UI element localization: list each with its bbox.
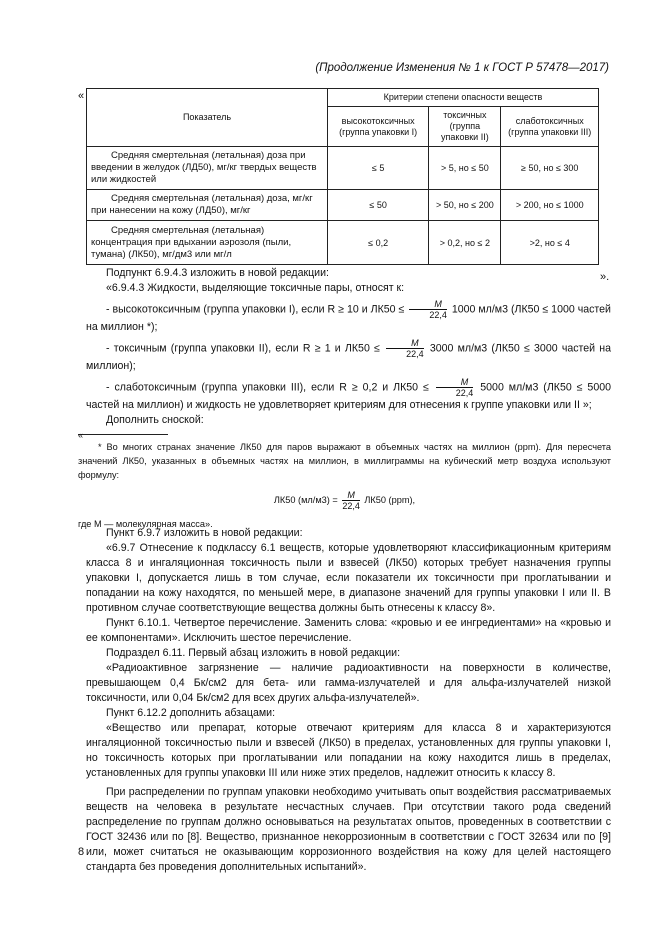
- formula-right: ЛК50 (ppm),: [364, 494, 416, 505]
- paragraph: Подпункт 6.9.4.3 изложить в новой редакции:: [106, 267, 329, 279]
- table-row: [87, 221, 599, 265]
- col-group-header: Критерии степени опасности веществ: [328, 89, 599, 107]
- formula-left: ЛК50 (мл/м3) =: [273, 494, 338, 505]
- paragraph: Пункт 6.9.7 изложить в новой редакции:: [106, 527, 303, 539]
- item-text: - высокотоксичным (группа упаковки I), если R ≥ 10 и ЛК50 ≤: [106, 303, 405, 316]
- fraction-denominator: 22,4: [455, 388, 474, 398]
- fraction: [409, 299, 447, 320]
- item-text: 3000 мл/м3 (ЛК50 ≤ 3000 частей на миллион);: [86, 342, 612, 372]
- fraction-denominator: 22,4: [406, 349, 424, 359]
- row-value: > 200, но ≤ 1000: [501, 190, 599, 221]
- row-label: Средняя смертельная (летальная) доза, мг/кг при нанесении на кожу (ЛД50), мг/кг: [87, 190, 328, 221]
- col-indicator-header: Показатель: [87, 89, 328, 147]
- paragraph: Подраздел 6.11. Первый абзац изложить в новой редакции:: [106, 647, 401, 659]
- criteria-table: [86, 88, 599, 265]
- page-header: (Продолжение Изменения № 1 к ГОСТ Р 57478—2017): [315, 62, 609, 74]
- row-value: ≤ 5: [328, 147, 429, 190]
- list-item: [86, 299, 611, 335]
- row-value: > 0,2, но ≤ 2: [429, 221, 501, 265]
- paragraph: При распределении по группам упаковки необходимо учитывать опыт воздействия рассматриваемых веществ на человека в результате несчастных случаев. При отсутствии такого рода сведений распределение по группам должно основываться на результатах опытов, проведенных в соответствии с ГОСТ 32436 или по [8]. Вещество, признанное некоррозионным в соответствии с ГОСТ 32634 или по [9] или, может считаться не оказывающим коррозионного воздействия на кожу для целей настоящего стандарта без проведения дополнительных испытаний».: [86, 786, 611, 873]
- sub-header-low: слаботоксичных (группа упаковки III): [501, 107, 599, 147]
- fraction-numerator: M: [342, 490, 360, 501]
- formula: [78, 490, 611, 511]
- fraction-denominator: 22,4: [429, 310, 447, 320]
- paragraph: «6.9.7 Отнесение к подклассу 6.1 веществ, которые удовлетворяют классификационным критериям класса 8 и ингаляционная токсичность пыли и взвесей (ЛК50) которых требует назначения группы упаковки I, допускается лишь в том случае, если показатели их токсичности при проглатывании и попадании на кожу находятся, по меньшей мере, в диапазоне значений для группы упаковки I или II. В противном случае соответствующие вещества должны быть отнесены к классу 8».: [86, 542, 611, 614]
- page-number: 8: [78, 846, 85, 858]
- row-value: > 5, но ≤ 50: [429, 147, 501, 190]
- list-item: [86, 338, 611, 374]
- table-quote-open: «: [78, 90, 85, 102]
- row-label: Средняя смертельная (летальная) доза при введении в желудок (ЛД50), мг/кг твердых веществ или жидкостей: [87, 147, 328, 190]
- paragraph: «6.9.4.3 Жидкости, выделяющие токсичные пары, относят к:: [106, 282, 405, 294]
- footnote: [78, 440, 611, 531]
- sub-header-high: высокотоксичных (группа упаковки I): [328, 107, 429, 147]
- table-row: [87, 190, 599, 221]
- row-value: ≤ 50: [328, 190, 429, 221]
- item-text: 5000 мл/м3 (ЛК50 ≤ 5000 частей на миллион) и жидкость не удовлетворяет критериям для отнесения к группе упаковки или II »;: [86, 381, 611, 411]
- row-value: ≥ 50, но ≤ 300: [501, 147, 599, 190]
- fraction: [386, 338, 424, 359]
- paragraph: Пункт 6.12.2 дополнить абзацами:: [106, 707, 276, 719]
- fraction-denominator: 22,4: [342, 501, 360, 511]
- row-value: > 50, но ≤ 200: [429, 190, 501, 221]
- list-item: [86, 377, 611, 413]
- row-value: ≤ 0,2: [328, 221, 429, 265]
- fraction-numerator: M: [386, 338, 424, 349]
- paragraph: Дополнить сноской:: [106, 414, 204, 426]
- paragraph: Пункт 6.10.1. Четвертое перечисление. Заменить слова: «кровью и ее ингредиентами» на «кровью и ее компонентами». Исключить шестое перечисление.: [86, 617, 611, 644]
- fraction-numerator: M: [436, 377, 474, 388]
- row-value: >2, но ≤ 4: [501, 221, 599, 265]
- sub-header-medium: токсичных (группа упаковки II): [429, 107, 501, 147]
- footnote-text: * Во многих странах значение ЛК50 для паров выражают в объемных частях на миллион (ppm). Для пересчета значений ЛК50, указанных в объемных частях на миллион, в миллиграммы на кубический метр воздуха используют формулу:: [78, 442, 611, 480]
- table-quote-close: ».: [600, 271, 610, 283]
- fraction: [342, 490, 360, 511]
- fraction: [436, 377, 474, 398]
- body-section-1: [86, 266, 611, 428]
- fraction-numerator: M: [409, 299, 447, 310]
- paragraph: «Радиоактивное загрязнение — наличие радиоактивности на поверхности в количестве, превышающем 0,4 Бк/см2 для бета- или гамма-излучателей и для альфа-излучателей низкой токсичности, или 0,04 Бк/см2 для всех других альфа-излучателей».: [86, 662, 611, 704]
- footnote-quote: «: [78, 430, 84, 440]
- table-row: [87, 147, 599, 190]
- paragraph: «Вещество или препарат, которые отвечают критериям для класса 8 и характеризуются ингаляционной токсичностью пыли и взвесей (ЛК50) в пределах, установленных для группы упаковки I, но токсичность которых при проглатывании или попадании на кожу находится лишь в пределах, установленных для группы упаковки III или ниже этих пределов, надлежит относить к классу 8.: [86, 722, 611, 779]
- footnote-where: где M — молекулярная масса».: [78, 519, 213, 529]
- item-text: - токсичным (группа упаковки II), если R ≥ 1 и ЛК50 ≤: [106, 342, 380, 355]
- item-text: 1000 мл/м3 (ЛК50 ≤ 1000 частей на миллион *);: [86, 303, 611, 333]
- row-label: Средняя смертельная (летальная) концентрация при вдыхании аэрозоля (пыли, тумана) (ЛК50), мг/дм3 или мг/л: [87, 221, 328, 265]
- body-section-2: [86, 526, 611, 875]
- item-text: - слаботоксичным (группа упаковки III), если R ≥ 0,2 и ЛК50 ≤: [106, 381, 429, 394]
